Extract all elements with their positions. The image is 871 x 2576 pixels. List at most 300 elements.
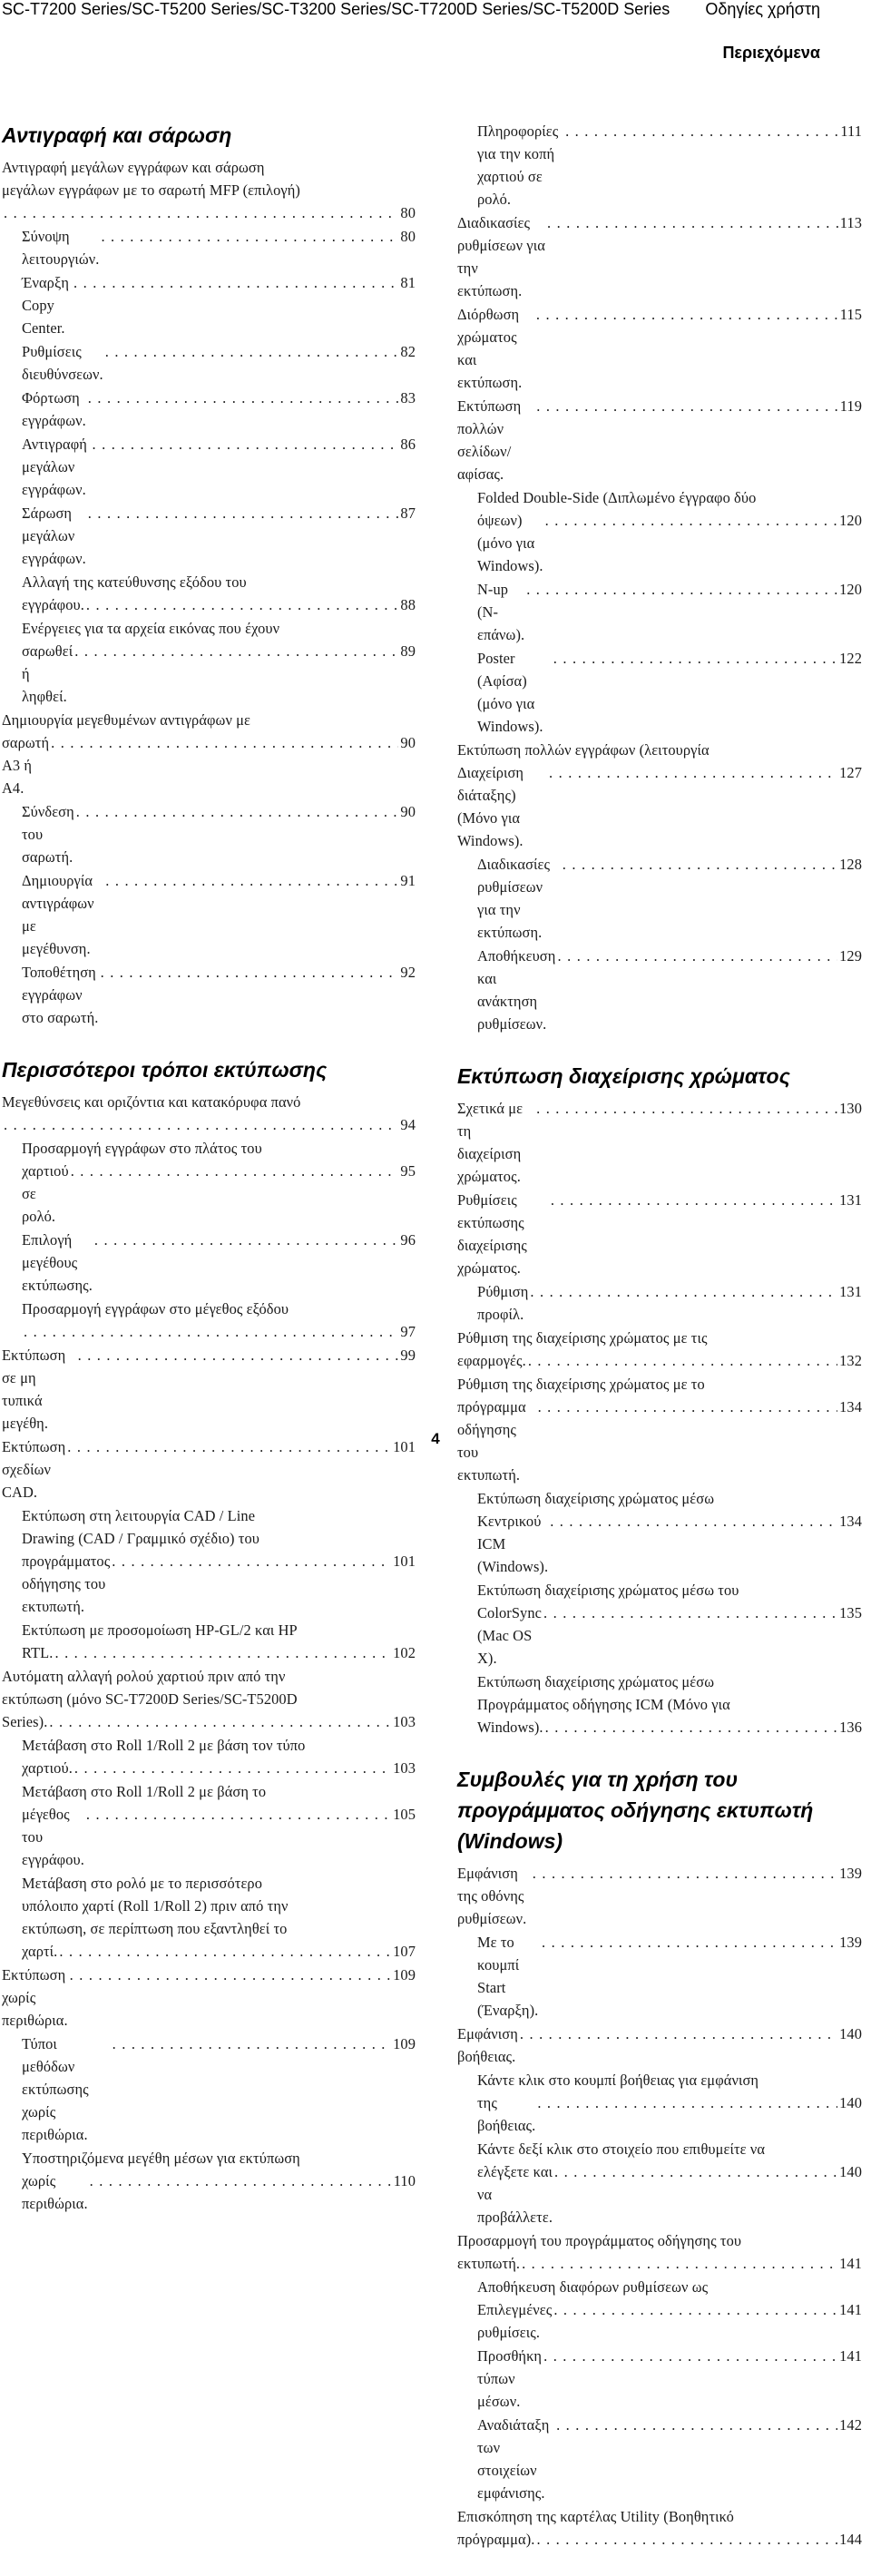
- toc-page-number: 103: [393, 1713, 416, 1730]
- toc-entry-text: Προσθήκη τύπων μέσων.: [477, 2347, 543, 2410]
- toc-entry[interactable]: [2, 271, 416, 339]
- toc-entry-text: Διόρθωση χρώματος και εκτύπωση.: [457, 306, 523, 391]
- toc-entry-last-line: [22, 869, 416, 960]
- toc-entry[interactable]: [2, 502, 416, 570]
- toc-page-number: 140: [839, 2163, 862, 2180]
- toc-entry-text: Windows).: [477, 1719, 543, 1736]
- toc-entry-text: Επιλεγμένες ρυθμίσεις.: [477, 2301, 553, 2341]
- toc-entry-last-line: [477, 2298, 862, 2344]
- toc-entry-text-line: εκτύπωση, σε περίπτωση που εξαντληθεί το: [22, 1920, 288, 1937]
- toc-entry-text: προγράμματος οδήγησης του εκτυπωτή.: [22, 1552, 111, 1615]
- toc-entry-text: εφαρμογές.: [457, 1352, 526, 1369]
- toc-entry-last-line: [22, 593, 416, 616]
- dot-leader: [73, 271, 398, 294]
- right-column: [457, 120, 862, 2576]
- toc-entry-text: χωρίς περιθώρια.: [22, 2172, 88, 2212]
- toc-page-number: 142: [839, 2416, 862, 2434]
- toc-entry-text: χαρτί.: [22, 1943, 58, 1960]
- toc-entry-text-line: Δημιουργία μεγεθυμένων αντιγράφων με: [2, 711, 251, 729]
- toc-page-number: 140: [839, 2094, 862, 2111]
- toc-entry-text-line: Αλλαγή της κατεύθυνσης εξόδου του: [22, 573, 247, 591]
- toc-entry-text: Με το κουμπί Start (Έναρξη).: [477, 1934, 539, 2019]
- dot-leader: [545, 1716, 837, 1739]
- toc-entry-text: Εμφάνιση της οθόνης ρυθμίσεων.: [457, 1865, 527, 1927]
- header-product: SC-T7200 Series/SC-T5200 Series/SC-T3200 Series/SC-T7200D Series/SC-T5200D Series: [2, 0, 670, 18]
- toc-page-number: 122: [839, 650, 862, 667]
- toc-entry-text: Εκτύπωση σχεδίων CAD.: [2, 1438, 66, 1501]
- dot-leader: [105, 869, 398, 892]
- toc-page-number: 141: [839, 2255, 862, 2272]
- toc-entry[interactable]: [2, 1872, 416, 1963]
- dot-leader: [101, 961, 399, 984]
- dot-leader: [536, 2528, 837, 2551]
- dot-leader: [547, 211, 838, 234]
- toc-page-number: 97: [400, 1323, 416, 1340]
- toc-page-number: 102: [393, 1644, 416, 1661]
- toc-page-number: 83: [400, 389, 416, 406]
- dot-leader: [542, 1931, 837, 1954]
- toc-entry-last-line: [457, 1097, 862, 1188]
- dot-leader: [522, 2252, 837, 2275]
- dot-leader: [533, 1862, 837, 1885]
- toc-page-number: 120: [839, 512, 862, 529]
- toc-entry-last-line: [22, 271, 416, 339]
- dot-leader: [88, 387, 399, 409]
- dot-leader: [4, 201, 398, 224]
- dot-leader: [556, 2414, 837, 2436]
- toc-entry-text-line: Εκτύπωση διαχείρισης χρώματος μέσω: [477, 1490, 715, 1507]
- toc-page-number: 92: [400, 964, 416, 981]
- toc-entry-last-line: [22, 2032, 416, 2146]
- toc-entry[interactable]: [2, 433, 416, 501]
- toc-entry[interactable]: [2, 617, 416, 708]
- toc-page-number: 110: [393, 2172, 416, 2189]
- dot-leader: [543, 1601, 837, 1624]
- toc-entry-text-line: Μεγεθύνσεις και οριζόντια και κατακόρυφα πανό: [2, 1093, 301, 1111]
- toc-entry-last-line: [457, 1189, 862, 1279]
- toc-page-number: 88: [400, 596, 416, 613]
- toc-entry-text: Τύποι μεθόδων εκτύπωσης χωρίς περιθώρια.: [22, 2035, 89, 2143]
- toc-entry[interactable]: [457, 1862, 862, 1930]
- dot-leader: [528, 1349, 837, 1372]
- toc-page-number: 80: [400, 228, 416, 245]
- toc-entry-last-line: [477, 1601, 862, 1670]
- section-heading[interactable]: Περισσότεροι τρόποι εκτύπωσης: [2, 1058, 328, 1082]
- section-heading-line: Συμβουλές για τη χρήση του: [457, 1768, 739, 1791]
- toc-entry-text: Εκτύπωση χωρίς περιθώρια.: [2, 1966, 68, 2029]
- toc-page-number: 129: [839, 947, 862, 965]
- dot-leader: [554, 2160, 837, 2183]
- dot-leader: [553, 647, 837, 670]
- toc-entry-text-line: Εκτύπωση πολλών εγγράφων (λειτουργία: [457, 741, 710, 759]
- toc-entry-text: Δημιουργία αντιγράφων με μεγέθυνση.: [22, 872, 94, 957]
- toc-entry-text: Ρυθμίσεις διευθύνσεων.: [22, 343, 103, 383]
- dot-leader: [112, 1550, 391, 1572]
- toc-entry-text: Σάρωση μεγάλων εγγράφων.: [22, 504, 86, 567]
- toc-entry[interactable]: [457, 1189, 862, 1279]
- toc-section: [457, 120, 862, 1035]
- toc-entry-last-line: [477, 853, 862, 944]
- toc-entry-text: πρόγραμμα οδήγησης του εκτυπωτή.: [457, 1398, 526, 1484]
- dot-leader: [530, 1280, 837, 1303]
- toc-entry-text-line: υπόλοιπο χαρτί (Roll 1/Roll 2) πριν από την: [22, 1897, 289, 1915]
- toc-entry-text: όψεων) (μόνο για Windows).: [477, 512, 543, 574]
- toc-entry-text: εγγράφου.: [22, 596, 84, 613]
- toc-entry-text-line: Ρύθμιση της διαχείρισης χρώματος με τις: [457, 1329, 708, 1347]
- toc-entry[interactable]: [457, 2229, 862, 2275]
- toc-entry[interactable]: [2, 1734, 416, 1779]
- toc-entry[interactable]: [2, 1665, 416, 1733]
- toc-entry[interactable]: [457, 395, 862, 485]
- toc-entry[interactable]: [2, 961, 416, 1029]
- toc-entry-last-line: [22, 1940, 416, 1963]
- toc-page-number: 131: [839, 1283, 862, 1300]
- toc-entry-text: Σχετικά με τη διαχείριση χρώματος.: [457, 1100, 524, 1185]
- toc-entry-text: πρόγραμμα).: [457, 2531, 535, 2548]
- dot-leader: [74, 640, 398, 662]
- dot-leader: [71, 1160, 399, 1182]
- toc-entry[interactable]: [457, 578, 862, 646]
- dot-leader: [565, 120, 838, 142]
- toc-entry-last-line: [22, 800, 416, 868]
- toc-entry[interactable]: [457, 647, 862, 738]
- section-heading[interactable]: [457, 1764, 862, 1856]
- toc-entry[interactable]: [2, 156, 416, 224]
- toc-entry-text-line: Αντιγραφή μεγάλων εγγράφων και σάρωση: [2, 159, 265, 176]
- toc-entry-text-line: Μετάβαση στο Roll 1/Roll 2 με βάση τον τύπο: [22, 1737, 306, 1754]
- toc-entry[interactable]: [2, 387, 416, 432]
- toc-entry-text: Αντιγραφή μεγάλων εγγράφων.: [22, 436, 87, 498]
- toc-entry-text: της βοήθειας.: [477, 2094, 536, 2134]
- toc-page-number: 81: [400, 274, 416, 291]
- toc-entry-last-line: [457, 395, 862, 485]
- dot-leader: [545, 509, 837, 532]
- toc-page-number: 86: [400, 436, 416, 453]
- toc-entry-text-line: Αυτόματη αλλαγή ρολού χαρτιού πριν από την: [2, 1668, 286, 1685]
- left-column: [2, 120, 416, 2240]
- toc-entry-last-line: [22, 1320, 416, 1343]
- toc-entry[interactable]: [2, 1619, 416, 1664]
- toc-entry[interactable]: [2, 571, 416, 616]
- toc-entry-text: Ρύθμιση προφίλ.: [477, 1283, 529, 1323]
- dot-leader: [550, 1510, 837, 1533]
- toc-entry[interactable]: [457, 739, 862, 852]
- dot-leader: [88, 502, 399, 524]
- toc-entry[interactable]: [457, 1487, 862, 1578]
- toc-entry-text-line: Drawing (CAD / Γραμμικό σχέδιο) του: [22, 1530, 259, 1547]
- toc-entry-text: Σύνοψη λειτουργιών.: [22, 228, 100, 268]
- toc-entry-text-line: Αποθήκευση διαφόρων ρυθμίσεων ως: [477, 2278, 709, 2296]
- toc-entry-text: Κεντρικού ICM (Windows).: [477, 1513, 549, 1575]
- dot-leader: [536, 303, 838, 326]
- toc-page-number: 111: [840, 122, 862, 140]
- dot-leader: [551, 1189, 837, 1211]
- toc-entry-last-line: [457, 211, 862, 302]
- header-section-title: Περιεχόμενα: [722, 44, 820, 62]
- toc-section: [2, 120, 416, 1029]
- dot-leader: [94, 1229, 399, 1251]
- toc-page-number: 109: [393, 1966, 416, 1983]
- toc-entry-text-line: Κάντε κλικ στο κουμπί βοήθειας για εμφάνιση: [477, 2072, 759, 2089]
- toc-entry-text-line: Εκτύπωση στη λειτουργία CAD / Line: [22, 1507, 256, 1524]
- toc-entry-text: Εκτύπωση σε μη τυπικά μεγέθη.: [2, 1347, 66, 1432]
- toc-entry-text-line: Προσαρμογή εγγράφων στο μέγεθος εξόδου: [22, 1300, 289, 1317]
- toc-entry[interactable]: [2, 1344, 416, 1435]
- dot-leader: [93, 433, 399, 455]
- toc-page-number: 99: [400, 1347, 416, 1364]
- toc-entry[interactable]: [457, 486, 862, 577]
- toc-page-number: 96: [400, 1231, 416, 1249]
- toc-section: [2, 1054, 416, 2215]
- header-doc-type: Οδηγίες χρήστη: [705, 0, 820, 18]
- section-heading-line: προγράμματος οδήγησης εκτυπωτή: [457, 1798, 814, 1822]
- toc-entry[interactable]: [2, 2147, 416, 2215]
- toc-entry[interactable]: [457, 2276, 862, 2344]
- toc-entry[interactable]: [2, 2032, 416, 2146]
- toc-entry[interactable]: [457, 1097, 862, 1188]
- toc-page-number: 105: [393, 1806, 416, 1823]
- toc-entry[interactable]: [2, 225, 416, 270]
- toc-entry-last-line: [22, 1229, 416, 1297]
- toc-page-number: 90: [400, 734, 416, 751]
- toc-entry[interactable]: [457, 2023, 862, 2068]
- toc-entry[interactable]: [2, 1137, 416, 1228]
- toc-entry-text-line: Εκτύπωση διαχείρισης χρώματος μέσω: [477, 1673, 715, 1690]
- toc-page-number: 139: [839, 1865, 862, 1882]
- toc-entry-last-line: [477, 2091, 862, 2137]
- toc-entry[interactable]: [457, 1327, 862, 1372]
- dot-leader: [536, 1097, 837, 1120]
- toc-entry-last-line: [457, 2528, 862, 2551]
- dot-leader: [520, 2023, 837, 2045]
- dot-leader: [70, 1964, 391, 1986]
- toc-page-number: 87: [400, 504, 416, 522]
- toc-entry-last-line: [22, 1550, 416, 1618]
- dot-leader: [549, 761, 837, 784]
- dot-leader: [526, 578, 837, 601]
- toc-entry-text: Πληροφορίες για την κοπή χαρτιού σε ρολό.: [477, 122, 559, 208]
- toc-entry-text: σαρωτή A3 ή A4.: [2, 734, 50, 797]
- toc-entry[interactable]: [2, 1229, 416, 1297]
- toc-entry-last-line: [22, 225, 416, 270]
- dot-leader: [74, 1757, 391, 1779]
- toc-entry-last-line: [22, 640, 416, 708]
- toc-entry-text-line: Ρύθμιση της διαχείρισης χρώματος με το: [457, 1376, 705, 1393]
- toc-entry[interactable]: [2, 800, 416, 868]
- toc-page-number: 144: [839, 2531, 862, 2548]
- toc-entry-text-line: Folded Double-Side (Διπλωμένο έγγραφο δύο: [477, 489, 757, 506]
- toc-entry-text: μέγεθος του εγγράφου.: [22, 1806, 84, 1868]
- toc-entry-text-line: Υποστηριζόμενα μεγέθη μέσων για εκτύπωση: [22, 2150, 300, 2167]
- toc-entry-last-line: [477, 1931, 862, 2022]
- toc-entry[interactable]: [457, 1670, 862, 1739]
- dot-leader: [105, 340, 399, 363]
- toc-entry-last-line: [2, 731, 416, 799]
- toc-entry-text-line: Ενέργειες για τα αρχεία εικόνας που έχουν: [22, 620, 280, 637]
- toc-page-number: 94: [400, 1116, 416, 1133]
- toc-entry-text: Αποθήκευση και ανάκτηση ρυθμίσεων.: [477, 947, 556, 1033]
- toc-entry-last-line: [457, 2252, 862, 2275]
- toc-entry[interactable]: [457, 2345, 862, 2413]
- toc-page-number: 101: [393, 1552, 416, 1570]
- toc-entry-last-line: [22, 961, 416, 1029]
- dot-leader: [563, 853, 837, 876]
- toc-entry-last-line: [477, 2345, 862, 2413]
- toc-entry-text-line: Προσαρμογή εγγράφων στο πλάτος του: [22, 1140, 262, 1157]
- toc-entry-text-line: Μετάβαση στο ρολό με το περισσότερο: [22, 1875, 262, 1892]
- toc-entry-text: Επιλογή μεγέθους εκτύπωσης.: [22, 1231, 93, 1294]
- toc-entry-last-line: [457, 2023, 862, 2068]
- dot-leader: [543, 2345, 837, 2367]
- toc-entry-last-line: [22, 1757, 416, 1779]
- toc-page-number: 139: [839, 1934, 862, 1951]
- dot-leader: [113, 2032, 391, 2055]
- toc-entry-text: Διαδικασίες ρυθμίσεων για την εκτύπωση.: [457, 214, 545, 299]
- toc-page-number: 128: [839, 856, 862, 873]
- toc-entry[interactable]: [2, 340, 416, 386]
- toc-page-number: 141: [839, 2301, 862, 2318]
- toc-entry-text: Τοποθέτηση εγγράφων στο σαρωτή.: [22, 964, 99, 1026]
- toc-entry[interactable]: [457, 120, 862, 211]
- toc-entry-last-line: [22, 502, 416, 570]
- toc-entry[interactable]: [457, 1931, 862, 2022]
- toc-page-number: 134: [839, 1513, 862, 1530]
- toc-section: [457, 1061, 862, 1739]
- dot-leader: [78, 1344, 399, 1366]
- dot-leader: [59, 1940, 391, 1963]
- toc-entry-text: Φόρτωση εγγράφων.: [22, 389, 86, 429]
- section-heading[interactable]: Εκτύπωση διαχείρισης χρώματος: [457, 1064, 790, 1088]
- toc-entry-last-line: [457, 1349, 862, 1372]
- toc-entry-last-line: [2, 1964, 416, 2032]
- toc-page-number: 132: [839, 1352, 862, 1369]
- toc-entry-last-line: [22, 340, 416, 386]
- toc-page-number: 119: [839, 397, 862, 415]
- toc-entry-text-line: εκτύπωση (μόνο SC-T7200D Series/SC-T5200D: [2, 1690, 298, 1708]
- toc-entry[interactable]: [2, 709, 416, 799]
- toc-entry-last-line: [477, 509, 862, 577]
- dot-leader: [76, 800, 399, 823]
- toc-entry-last-line: [22, 2170, 416, 2215]
- toc-page-number: 141: [839, 2347, 862, 2365]
- dot-leader: [54, 1641, 391, 1664]
- toc-page-number: 120: [839, 581, 862, 598]
- toc-entry-text-line: Εκτύπωση με προσομοίωση HP-GL/2 και HP: [22, 1621, 298, 1639]
- toc-entry-text: εκτυπωτή.: [457, 2255, 521, 2272]
- toc-entry[interactable]: [457, 2414, 862, 2504]
- toc-entry-text-line: Μετάβαση στο Roll 1/Roll 2 με βάση το: [22, 1783, 267, 1800]
- toc-page-number: 113: [839, 214, 862, 231]
- toc-entry-last-line: [477, 1716, 862, 1739]
- toc-entry-text: Σύνδεση του σαρωτή.: [22, 803, 74, 866]
- toc-entry[interactable]: [457, 945, 862, 1035]
- toc-entry-last-line: [22, 1160, 416, 1228]
- toc-entry-text: ColorSync (Mac OS X).: [477, 1604, 543, 1667]
- toc-entry-text: Εκτύπωση πολλών σελίδων/αφίσας.: [457, 397, 522, 483]
- toc-entry-text: Ρυθμίσεις εκτύπωσης διαχείρισης χρώματος.: [457, 1191, 527, 1277]
- toc-entry-text: Εμφάνιση βοήθειας.: [457, 2025, 518, 2065]
- section-heading-line: (Windows): [457, 1829, 563, 1853]
- dot-leader: [558, 945, 838, 967]
- toc-page-number: 90: [400, 803, 416, 820]
- toc-page-number: 80: [400, 204, 416, 221]
- dot-leader: [90, 2170, 392, 2192]
- toc-entry-text: N-up (N-επάνω).: [477, 581, 525, 643]
- toc-entry[interactable]: [457, 1280, 862, 1326]
- toc-entry-last-line: [22, 1803, 416, 1871]
- toc-entry[interactable]: [2, 1780, 416, 1871]
- toc-entry-last-line: [22, 433, 416, 501]
- toc-entry-last-line: [22, 387, 416, 432]
- toc-entry[interactable]: [457, 1579, 862, 1670]
- toc-entry[interactable]: [2, 1091, 416, 1136]
- toc-entry-text-line: Προσαρμογή του προγράμματος οδήγησης του: [457, 2232, 742, 2249]
- toc-entry[interactable]: [457, 853, 862, 944]
- toc-entry-text: σαρωθεί ή ληφθεί.: [22, 642, 73, 705]
- toc-entry-last-line: [477, 120, 862, 211]
- toc-entry-last-line: [457, 761, 862, 852]
- toc-entry-last-line: [477, 578, 862, 646]
- toc-entry-text: χαρτιού σε ρολό.: [22, 1162, 69, 1225]
- toc-page-number: 95: [400, 1162, 416, 1180]
- toc-entry-last-line: [2, 1710, 416, 1733]
- dot-leader: [49, 1710, 391, 1733]
- toc-entry-last-line: [477, 647, 862, 738]
- toc-page-number: 103: [393, 1759, 416, 1777]
- toc-entry[interactable]: [457, 2069, 862, 2137]
- toc-entry-text-line: Επισκόπηση της καρτέλας Utility (Βοηθητικό: [457, 2508, 734, 2525]
- toc-page-number: 109: [393, 2035, 416, 2052]
- toc-page-number: 140: [839, 2025, 862, 2042]
- toc-entry[interactable]: [457, 303, 862, 394]
- dot-leader: [536, 395, 838, 417]
- toc-entry-text: Poster (Αφίσα) (μόνο για Windows).: [477, 650, 543, 735]
- toc-entry[interactable]: [2, 1504, 416, 1618]
- toc-page-number: 91: [400, 872, 416, 889]
- toc-page-number: 131: [839, 1191, 862, 1209]
- toc-entry-last-line: [2, 201, 416, 224]
- toc-page-number: 135: [839, 1604, 862, 1621]
- section-heading[interactable]: Αντιγραφή και σάρωση: [2, 123, 232, 147]
- toc-entry[interactable]: [457, 2505, 862, 2551]
- toc-entry-last-line: [457, 303, 862, 394]
- toc-entry[interactable]: [457, 2138, 862, 2228]
- dot-leader: [553, 2298, 837, 2321]
- toc-entry-last-line: [477, 2414, 862, 2504]
- toc-entry[interactable]: [2, 1298, 416, 1343]
- toc-page-number: 101: [393, 1438, 416, 1455]
- toc-entry-text: Διαχείριση διάταξης) (Μόνο για Windows).: [457, 764, 524, 849]
- dot-leader: [86, 593, 399, 616]
- dot-leader: [101, 225, 398, 248]
- toc-entry-text: Διαδικασίες ρυθμίσεων για την εκτύπωση.: [477, 856, 551, 941]
- toc-entry-text: RTL.: [22, 1644, 54, 1661]
- toc-entry-text-line: Εκτύπωση διαχείρισης χρώματος μέσω του: [477, 1582, 739, 1599]
- toc-entry-last-line: [2, 1344, 416, 1435]
- toc-page-number: 107: [393, 1943, 416, 1960]
- toc-entry-text: χαρτιού.: [22, 1759, 73, 1777]
- dot-leader: [538, 1396, 838, 1418]
- toc-entry[interactable]: [457, 211, 862, 302]
- toc-entry-last-line: [22, 1641, 416, 1664]
- toc-entry-last-line: [2, 1113, 416, 1136]
- dot-leader: [51, 731, 398, 754]
- toc-entry-text-line: Κάντε δεξί κλικ στο στοιχείο που επιθυμείτε να: [477, 2140, 766, 2158]
- toc-entry[interactable]: [2, 1964, 416, 2032]
- toc-page-number: 130: [839, 1100, 862, 1117]
- toc-entry[interactable]: [2, 869, 416, 960]
- toc-section: [457, 1764, 862, 2551]
